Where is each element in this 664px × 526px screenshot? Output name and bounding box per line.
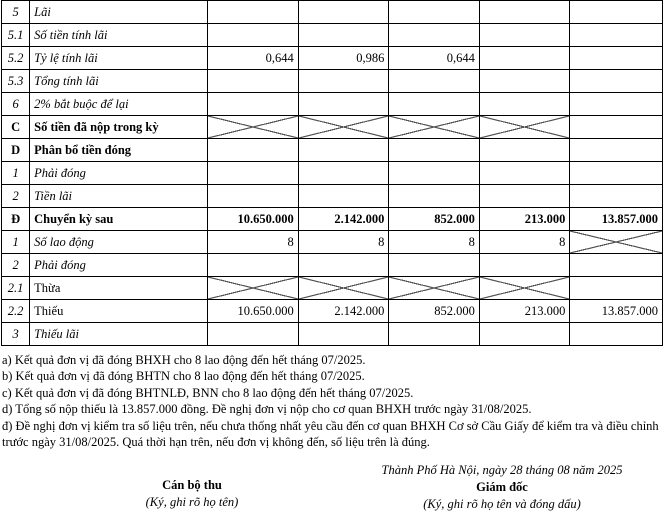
- value-cell: [570, 277, 663, 300]
- value-cell-crossed: [479, 116, 570, 139]
- value-cell: 13.857.000: [570, 300, 663, 323]
- row-index-cell: Đ: [2, 208, 30, 231]
- value-cell: 8: [298, 231, 389, 254]
- row-label-cell: Lãi: [30, 1, 208, 24]
- value-cell: [298, 24, 389, 47]
- value-cell: 10.650.000: [208, 300, 299, 323]
- table-row: [2, 162, 663, 185]
- signature-area: [0, 462, 664, 526]
- value-cell: 852.000: [389, 208, 480, 231]
- value-cell: 0,644: [389, 47, 480, 70]
- value-cell: [208, 93, 299, 116]
- value-cell: 8: [208, 231, 299, 254]
- row-index-cell: 5.1: [2, 24, 30, 47]
- value-cell: 13.857.000: [570, 208, 663, 231]
- table-row: [2, 93, 663, 116]
- value-cell: [208, 1, 299, 24]
- value-cell: [479, 70, 570, 93]
- value-cell: [208, 254, 299, 277]
- value-cell: [479, 323, 570, 346]
- value-cell: [570, 70, 663, 93]
- value-cell: [389, 323, 480, 346]
- value-cell: [479, 162, 570, 185]
- value-cell: [479, 93, 570, 116]
- value-cell: [389, 93, 480, 116]
- value-cell-crossed: [570, 231, 663, 254]
- value-cell: [298, 185, 389, 208]
- value-cell: [208, 24, 299, 47]
- value-cell: [570, 185, 663, 208]
- value-cell: [208, 185, 299, 208]
- row-label-cell: Thiếu lãi: [30, 323, 208, 346]
- row-index-cell: 2: [2, 254, 30, 277]
- row-label-cell: Tiền lãi: [30, 185, 208, 208]
- value-cell: [570, 139, 663, 162]
- value-cell: [389, 185, 480, 208]
- value-cell: [298, 1, 389, 24]
- notes-section: [2, 352, 662, 450]
- collector-role-label: Cán bộ thu: [162, 478, 222, 493]
- row-label-cell: Phải đóng: [30, 254, 208, 277]
- value-cell: [298, 70, 389, 93]
- value-cell-crossed: [208, 277, 299, 300]
- director-sign-hint: (Ký, ghi rõ họ tên và đóng dấu): [423, 497, 581, 512]
- value-cell: [208, 70, 299, 93]
- value-cell: [570, 323, 663, 346]
- table-row: [2, 277, 663, 300]
- note-line: d) Tổng số nộp thiếu là 13.857.000 đồng. Đề nghị đơn vị nộp cho cơ quan BHXH trước ngày 31/08/2025.: [2, 402, 532, 417]
- value-cell: [298, 254, 389, 277]
- table-row: [2, 300, 663, 323]
- note-line: a) Kết quả đơn vị đã đóng BHXH cho 8 lao động đến hết tháng 07/2025.: [2, 353, 366, 367]
- row-label-cell: Số lao động: [30, 231, 208, 254]
- value-cell-crossed: [479, 277, 570, 300]
- table-row: [2, 47, 663, 70]
- value-cell: [570, 162, 663, 185]
- value-cell: 10.650.000: [208, 208, 299, 231]
- value-cell: [389, 139, 480, 162]
- table-row: [2, 139, 663, 162]
- row-index-cell: 6: [2, 93, 30, 116]
- value-cell: [479, 24, 570, 47]
- row-label-cell: Số tiền đã nộp trong kỳ: [30, 116, 208, 139]
- row-index-cell: C: [2, 116, 30, 139]
- value-cell: [208, 162, 299, 185]
- value-cell: [570, 254, 663, 277]
- value-cell: [208, 139, 299, 162]
- value-cell: 213.000: [479, 300, 570, 323]
- value-cell-crossed: [389, 116, 480, 139]
- value-cell: [298, 139, 389, 162]
- row-index-cell: 2: [2, 185, 30, 208]
- value-cell: [298, 162, 389, 185]
- value-cell: 8: [389, 231, 480, 254]
- value-cell: 0,644: [208, 47, 299, 70]
- table-row: [2, 185, 663, 208]
- value-cell: [570, 1, 663, 24]
- value-cell: [479, 1, 570, 24]
- row-label-cell: Phân bổ tiền đóng: [30, 139, 208, 162]
- row-index-cell: 2.2: [2, 300, 30, 323]
- row-label-cell: Thừa: [30, 277, 208, 300]
- value-cell: [389, 254, 480, 277]
- table-body: [2, 1, 663, 346]
- row-label-cell: Thiếu: [30, 300, 208, 323]
- value-cell: [389, 24, 480, 47]
- value-cell-crossed: [389, 277, 480, 300]
- row-index-cell: 5.3: [2, 70, 30, 93]
- value-cell: 2.142.000: [298, 300, 389, 323]
- value-cell: [298, 323, 389, 346]
- value-cell: 0,986: [298, 47, 389, 70]
- value-cell-crossed: [298, 116, 389, 139]
- note-line: b) Kết quả đơn vị đã đóng BHTN cho 8 lao động đến hết tháng 07/2025.: [2, 369, 365, 384]
- value-cell: [570, 47, 663, 70]
- value-cell: [570, 116, 663, 139]
- note-line: c) Kết quả đơn vị đã đóng BHTNLĐ, BNN cho 8 lao động đến hết tháng 07/2025.: [2, 385, 414, 400]
- director-role-label: Giám đốc: [476, 480, 528, 495]
- row-label-cell: Số tiền tính lãi: [30, 24, 208, 47]
- place-and-date: Thành Phố Hà Nội, ngày 28 tháng 08 năm 2025: [381, 463, 623, 478]
- table-row: [2, 1, 663, 24]
- table-row: [2, 254, 663, 277]
- table-row: [2, 231, 663, 254]
- row-index-cell: 1: [2, 162, 30, 185]
- row-label-cell: 2% bắt buộc để lại: [30, 93, 208, 116]
- value-cell-crossed: [298, 277, 389, 300]
- value-cell: [389, 1, 480, 24]
- value-cell: [479, 139, 570, 162]
- signature-block-director: [352, 462, 652, 513]
- value-cell: [479, 254, 570, 277]
- contribution-summary-table: [1, 0, 663, 346]
- table-row: [2, 208, 663, 231]
- row-label-cell: Tổng tính lãi: [30, 70, 208, 93]
- collector-sign-hint: (Ký, ghi rõ họ tên): [145, 495, 239, 510]
- value-cell: [479, 47, 570, 70]
- value-cell: 2.142.000: [298, 208, 389, 231]
- row-index-cell: 5.2: [2, 47, 30, 70]
- signature-block-collector: [92, 477, 292, 511]
- value-cell: [570, 93, 663, 116]
- table-row: [2, 323, 663, 346]
- value-cell: [479, 185, 570, 208]
- row-index-cell: 1: [2, 231, 30, 254]
- value-cell: [298, 93, 389, 116]
- value-cell: [389, 162, 480, 185]
- note-line: đ) Đề nghị đơn vị kiểm tra số liệu trên, nếu chưa thống nhất yêu cầu đến cơ quan BHXH Cơ sở Cầu Giấy để kiểm tra và điều chỉnh trước ngày 31/08/2025. Quá thời hạn trên, nếu đơn vị không đến, số liệu trên là đúng.: [2, 418, 659, 450]
- table-row: [2, 116, 663, 139]
- value-cell: [208, 323, 299, 346]
- row-index-cell: 3: [2, 323, 30, 346]
- table-row: [2, 70, 663, 93]
- value-cell: 8: [479, 231, 570, 254]
- value-cell: 852.000: [389, 300, 480, 323]
- row-index-cell: 2.1: [2, 277, 30, 300]
- row-label-cell: Chuyển kỳ sau: [30, 208, 208, 231]
- row-index-cell: 5: [2, 1, 30, 24]
- value-cell: [389, 70, 480, 93]
- row-label-cell: Tỷ lệ tính lãi: [30, 47, 208, 70]
- value-cell-crossed: [208, 116, 299, 139]
- value-cell: 213.000: [479, 208, 570, 231]
- row-label-cell: Phải đóng: [30, 162, 208, 185]
- row-index-cell: D: [2, 139, 30, 162]
- table-row: [2, 24, 663, 47]
- value-cell: [570, 24, 663, 47]
